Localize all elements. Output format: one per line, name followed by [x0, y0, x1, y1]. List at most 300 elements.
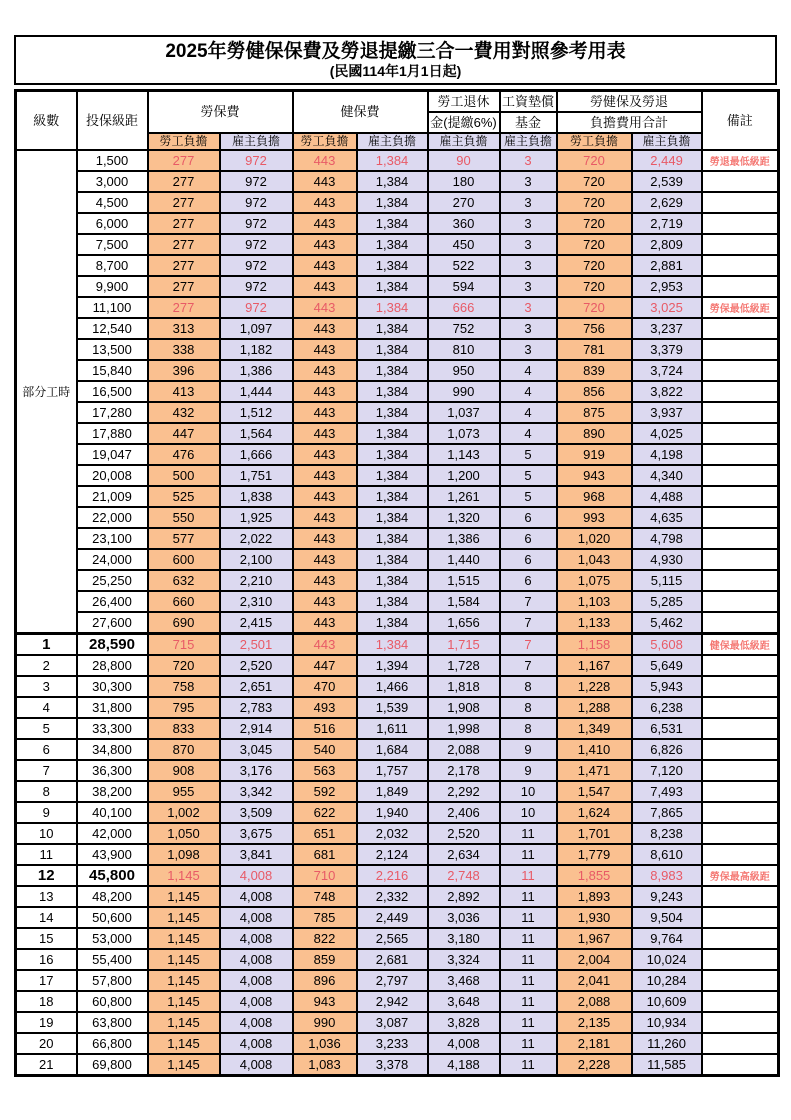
labor-employee-cell: 600	[148, 549, 220, 570]
health-employee-cell: 681	[293, 844, 357, 865]
health-employer-cell: 1,384	[357, 402, 428, 423]
total-employee-cell: 993	[557, 507, 632, 528]
pension-employer-cell: 990	[428, 381, 500, 402]
remark-cell	[702, 655, 779, 676]
col-header-wage-fund-line2: 基金	[500, 112, 557, 133]
health-employee-cell: 622	[293, 802, 357, 823]
labor-employee-cell: 1,145	[148, 928, 220, 949]
health-employee-cell: 443	[293, 360, 357, 381]
total-employee-cell: 1,410	[557, 739, 632, 760]
bracket-cell: 7,500	[77, 234, 148, 255]
health-employer-cell: 1,684	[357, 739, 428, 760]
health-employer-cell: 1,757	[357, 760, 428, 781]
bracket-cell: 11,100	[77, 297, 148, 318]
total-employee-cell: 856	[557, 381, 632, 402]
table-row	[16, 991, 779, 1012]
remark-cell	[702, 676, 779, 697]
wage-fund-employer-cell: 7	[500, 591, 557, 612]
table-row	[16, 591, 779, 612]
wage-fund-employer-cell: 11	[500, 907, 557, 928]
bracket-cell: 21,009	[77, 486, 148, 507]
pension-employer-cell: 1,515	[428, 570, 500, 591]
labor-employer-cell: 2,651	[220, 676, 293, 697]
total-employer-cell: 2,953	[632, 276, 702, 297]
total-employer-cell: 4,198	[632, 444, 702, 465]
labor-employer-cell: 3,509	[220, 802, 293, 823]
wage-fund-employer-cell: 9	[500, 760, 557, 781]
pension-employer-cell: 1,386	[428, 528, 500, 549]
wage-fund-employer-cell: 11	[500, 928, 557, 949]
pension-employer-cell: 4,008	[428, 1033, 500, 1054]
health-employer-cell: 1,384	[357, 486, 428, 507]
health-employer-cell: 1,611	[357, 718, 428, 739]
remark-cell	[702, 802, 779, 823]
wage-fund-employer-cell: 11	[500, 844, 557, 865]
level-cell: 1	[16, 634, 77, 656]
total-employee-cell: 720	[557, 234, 632, 255]
wage-fund-employer-cell: 3	[500, 192, 557, 213]
total-employee-cell: 720	[557, 276, 632, 297]
remark-cell	[702, 276, 779, 297]
health-employee-cell: 516	[293, 718, 357, 739]
remark-cell	[702, 991, 779, 1012]
bracket-cell: 20,008	[77, 465, 148, 486]
health-employee-cell: 540	[293, 739, 357, 760]
reference-sheet	[14, 35, 777, 1077]
total-employee-cell: 720	[557, 213, 632, 234]
health-employer-cell: 1,384	[357, 570, 428, 591]
table-row	[16, 234, 779, 255]
total-employer-cell: 8,238	[632, 823, 702, 844]
health-employee-cell: 443	[293, 339, 357, 360]
subheader-health-employee: 勞工負擔	[293, 133, 357, 150]
table-row	[16, 928, 779, 949]
wage-fund-employer-cell: 5	[500, 465, 557, 486]
wage-fund-employer-cell: 10	[500, 802, 557, 823]
level-cell: 12	[16, 865, 77, 886]
remark-cell	[702, 381, 779, 402]
remark-cell	[702, 697, 779, 718]
wage-fund-employer-cell: 3	[500, 234, 557, 255]
labor-employee-cell: 660	[148, 591, 220, 612]
table-row	[16, 318, 779, 339]
total-employee-cell: 1,547	[557, 781, 632, 802]
labor-employee-cell: 758	[148, 676, 220, 697]
subheader-pension-employer: 雇主負擔	[428, 133, 500, 150]
labor-employee-cell: 500	[148, 465, 220, 486]
total-employee-cell: 1,133	[557, 612, 632, 634]
total-employer-cell: 10,609	[632, 991, 702, 1012]
total-employer-cell: 2,881	[632, 255, 702, 276]
bracket-cell: 17,880	[77, 423, 148, 444]
health-employee-cell: 859	[293, 949, 357, 970]
total-employee-cell: 1,075	[557, 570, 632, 591]
labor-employer-cell: 972	[220, 150, 293, 171]
level-cell: 6	[16, 739, 77, 760]
pension-employer-cell: 1,073	[428, 423, 500, 444]
pension-employer-cell: 666	[428, 297, 500, 318]
table-row	[16, 381, 779, 402]
wage-fund-employer-cell: 11	[500, 886, 557, 907]
pension-employer-cell: 522	[428, 255, 500, 276]
health-employee-cell: 443	[293, 318, 357, 339]
pension-employer-cell: 450	[428, 234, 500, 255]
total-employee-cell: 890	[557, 423, 632, 444]
health-employer-cell: 1,384	[357, 634, 428, 656]
labor-employee-cell: 1,145	[148, 949, 220, 970]
pension-employer-cell: 752	[428, 318, 500, 339]
wage-fund-employer-cell: 11	[500, 1054, 557, 1076]
pension-employer-cell: 2,892	[428, 886, 500, 907]
pension-employer-cell: 2,520	[428, 823, 500, 844]
health-employer-cell: 1,384	[357, 318, 428, 339]
table-row	[16, 718, 779, 739]
bracket-cell: 60,800	[77, 991, 148, 1012]
health-employer-cell: 1,384	[357, 360, 428, 381]
labor-employer-cell: 2,310	[220, 591, 293, 612]
remark-cell	[702, 1012, 779, 1033]
health-employee-cell: 563	[293, 760, 357, 781]
table-row	[16, 802, 779, 823]
table-row	[16, 339, 779, 360]
health-employer-cell: 1,384	[357, 612, 428, 634]
subheader-health-employer: 雇主負擔	[357, 133, 428, 150]
table-row	[16, 781, 779, 802]
wage-fund-employer-cell: 6	[500, 507, 557, 528]
health-employee-cell: 822	[293, 928, 357, 949]
labor-employer-cell: 1,925	[220, 507, 293, 528]
pension-employer-cell: 810	[428, 339, 500, 360]
health-employee-cell: 990	[293, 1012, 357, 1033]
labor-employee-cell: 870	[148, 739, 220, 760]
table-row	[16, 465, 779, 486]
labor-employee-cell: 277	[148, 213, 220, 234]
wage-fund-employer-cell: 3	[500, 150, 557, 171]
health-employer-cell: 1,849	[357, 781, 428, 802]
col-header-health-insurance: 健保費	[293, 91, 428, 134]
bracket-cell: 43,900	[77, 844, 148, 865]
wage-fund-employer-cell: 11	[500, 1012, 557, 1033]
table-row	[16, 970, 779, 991]
bracket-cell: 28,590	[77, 634, 148, 656]
total-employer-cell: 2,449	[632, 150, 702, 171]
labor-employee-cell: 1,050	[148, 823, 220, 844]
bracket-cell: 15,840	[77, 360, 148, 381]
bracket-cell: 25,250	[77, 570, 148, 591]
labor-employer-cell: 972	[220, 255, 293, 276]
table-row	[16, 444, 779, 465]
bracket-cell: 36,300	[77, 760, 148, 781]
level-cell: 18	[16, 991, 77, 1012]
bracket-cell: 19,047	[77, 444, 148, 465]
bracket-cell: 38,200	[77, 781, 148, 802]
health-employer-cell: 1,384	[357, 171, 428, 192]
level-cell: 11	[16, 844, 77, 865]
health-employee-cell: 470	[293, 676, 357, 697]
remark-cell	[702, 192, 779, 213]
labor-employee-cell: 1,145	[148, 1012, 220, 1033]
bracket-cell: 57,800	[77, 970, 148, 991]
labor-employer-cell: 3,176	[220, 760, 293, 781]
total-employee-cell: 756	[557, 318, 632, 339]
health-employee-cell: 443	[293, 171, 357, 192]
health-employer-cell: 3,233	[357, 1033, 428, 1054]
total-employer-cell: 5,608	[632, 634, 702, 656]
level-cell: 5	[16, 718, 77, 739]
total-employer-cell: 5,115	[632, 570, 702, 591]
health-employer-cell: 2,124	[357, 844, 428, 865]
health-employee-cell: 443	[293, 234, 357, 255]
remark-cell	[702, 444, 779, 465]
wage-fund-employer-cell: 9	[500, 739, 557, 760]
labor-employer-cell: 2,100	[220, 549, 293, 570]
health-employee-cell: 896	[293, 970, 357, 991]
col-header-pension-line2: 金(提繳6%)	[428, 112, 500, 133]
health-employer-cell: 1,940	[357, 802, 428, 823]
labor-employer-cell: 4,008	[220, 886, 293, 907]
labor-employer-cell: 972	[220, 276, 293, 297]
subheader-labor-employee: 勞工負擔	[148, 133, 220, 150]
labor-employer-cell: 2,210	[220, 570, 293, 591]
pension-employer-cell: 2,088	[428, 739, 500, 760]
total-employer-cell: 2,719	[632, 213, 702, 234]
level-cell: 15	[16, 928, 77, 949]
health-employer-cell: 1,384	[357, 150, 428, 171]
bracket-cell: 12,540	[77, 318, 148, 339]
bracket-cell: 55,400	[77, 949, 148, 970]
labor-employee-cell: 338	[148, 339, 220, 360]
wage-fund-employer-cell: 3	[500, 255, 557, 276]
labor-employer-cell: 2,501	[220, 634, 293, 656]
wage-fund-employer-cell: 11	[500, 823, 557, 844]
labor-employer-cell: 1,512	[220, 402, 293, 423]
labor-employer-cell: 3,841	[220, 844, 293, 865]
table-row	[16, 171, 779, 192]
remark-cell	[702, 339, 779, 360]
remark-cell	[702, 402, 779, 423]
pension-employer-cell: 3,180	[428, 928, 500, 949]
labor-employee-cell: 1,145	[148, 1033, 220, 1054]
bracket-cell: 30,300	[77, 676, 148, 697]
labor-employee-cell: 277	[148, 171, 220, 192]
health-employer-cell: 2,797	[357, 970, 428, 991]
wage-fund-employer-cell: 7	[500, 634, 557, 656]
wage-fund-employer-cell: 3	[500, 213, 557, 234]
health-employee-cell: 443	[293, 612, 357, 634]
wage-fund-employer-cell: 11	[500, 1033, 557, 1054]
pension-employer-cell: 1,440	[428, 549, 500, 570]
total-employer-cell: 2,629	[632, 192, 702, 213]
level-cell: 9	[16, 802, 77, 823]
bracket-cell: 66,800	[77, 1033, 148, 1054]
remark-cell	[702, 549, 779, 570]
wage-fund-employer-cell: 6	[500, 528, 557, 549]
health-employer-cell: 1,384	[357, 381, 428, 402]
wage-fund-employer-cell: 10	[500, 781, 557, 802]
health-employer-cell: 2,216	[357, 865, 428, 886]
total-employee-cell: 720	[557, 171, 632, 192]
health-employer-cell: 1,539	[357, 697, 428, 718]
total-employee-cell: 1,158	[557, 634, 632, 656]
bracket-cell: 48,200	[77, 886, 148, 907]
labor-employee-cell: 1,002	[148, 802, 220, 823]
level-cell: 14	[16, 907, 77, 928]
bracket-cell: 63,800	[77, 1012, 148, 1033]
total-employee-cell: 1,471	[557, 760, 632, 781]
remark-cell: 勞保最低級距	[702, 297, 779, 318]
table-row	[16, 255, 779, 276]
remark-cell	[702, 360, 779, 381]
table-row	[16, 423, 779, 444]
health-employee-cell: 443	[293, 276, 357, 297]
col-header-labor-insurance: 勞保費	[148, 91, 293, 134]
remark-cell	[702, 528, 779, 549]
pension-employer-cell: 1,584	[428, 591, 500, 612]
health-employee-cell: 443	[293, 465, 357, 486]
total-employee-cell: 720	[557, 150, 632, 171]
page-title: 2025年勞健保保費及勞退提繳三合一費用對照參考用表	[165, 40, 626, 62]
remark-cell: 健保最低級距	[702, 634, 779, 656]
total-employer-cell: 11,585	[632, 1054, 702, 1076]
total-employee-cell: 2,181	[557, 1033, 632, 1054]
bracket-cell: 50,600	[77, 907, 148, 928]
total-employee-cell: 1,349	[557, 718, 632, 739]
total-employee-cell: 2,088	[557, 991, 632, 1012]
labor-employer-cell: 972	[220, 213, 293, 234]
health-employee-cell: 592	[293, 781, 357, 802]
health-employer-cell: 1,384	[357, 192, 428, 213]
labor-employer-cell: 1,751	[220, 465, 293, 486]
table-row	[16, 570, 779, 591]
remark-cell	[702, 171, 779, 192]
total-employee-cell: 1,624	[557, 802, 632, 823]
total-employer-cell: 3,237	[632, 318, 702, 339]
level-cell: 13	[16, 886, 77, 907]
remark-cell	[702, 570, 779, 591]
pension-employer-cell: 4,188	[428, 1054, 500, 1076]
bracket-cell: 40,100	[77, 802, 148, 823]
health-employee-cell: 443	[293, 507, 357, 528]
labor-employer-cell: 4,008	[220, 907, 293, 928]
health-employer-cell: 1,384	[357, 444, 428, 465]
total-employee-cell: 1,103	[557, 591, 632, 612]
table-row	[16, 844, 779, 865]
wage-fund-employer-cell: 11	[500, 970, 557, 991]
remark-cell	[702, 234, 779, 255]
labor-employer-cell: 2,783	[220, 697, 293, 718]
total-employer-cell: 5,285	[632, 591, 702, 612]
wage-fund-employer-cell: 3	[500, 318, 557, 339]
remark-cell	[702, 907, 779, 928]
bracket-cell: 27,600	[77, 612, 148, 634]
health-employee-cell: 710	[293, 865, 357, 886]
labor-employee-cell: 277	[148, 150, 220, 171]
wage-fund-employer-cell: 11	[500, 991, 557, 1012]
total-employee-cell: 1,893	[557, 886, 632, 907]
total-employer-cell: 7,865	[632, 802, 702, 823]
remark-cell	[702, 255, 779, 276]
health-employer-cell: 1,384	[357, 234, 428, 255]
labor-employer-cell: 4,008	[220, 991, 293, 1012]
labor-employer-cell: 4,008	[220, 1054, 293, 1076]
labor-employer-cell: 972	[220, 171, 293, 192]
total-employer-cell: 7,120	[632, 760, 702, 781]
pension-employer-cell: 2,406	[428, 802, 500, 823]
total-employee-cell: 839	[557, 360, 632, 381]
total-employer-cell: 8,983	[632, 865, 702, 886]
table-row	[16, 528, 779, 549]
health-employee-cell: 443	[293, 486, 357, 507]
total-employer-cell: 10,024	[632, 949, 702, 970]
bracket-cell: 26,400	[77, 591, 148, 612]
labor-employer-cell: 3,342	[220, 781, 293, 802]
bracket-cell: 17,280	[77, 402, 148, 423]
table-row	[16, 823, 779, 844]
labor-employee-cell: 795	[148, 697, 220, 718]
col-header-wage-fund-line1: 工資墊償	[500, 91, 557, 113]
pension-employer-cell: 1,818	[428, 676, 500, 697]
table-row	[16, 507, 779, 528]
health-employee-cell: 443	[293, 150, 357, 171]
pension-employer-cell: 3,468	[428, 970, 500, 991]
remark-cell	[702, 844, 779, 865]
health-employer-cell: 3,378	[357, 1054, 428, 1076]
total-employer-cell: 4,340	[632, 465, 702, 486]
col-header-remark: 備註	[702, 91, 779, 151]
remark-cell	[702, 781, 779, 802]
health-employee-cell: 443	[293, 213, 357, 234]
total-employer-cell: 2,539	[632, 171, 702, 192]
remark-cell	[702, 970, 779, 991]
labor-employee-cell: 833	[148, 718, 220, 739]
bracket-cell: 23,100	[77, 528, 148, 549]
labor-employee-cell: 447	[148, 423, 220, 444]
total-employee-cell: 1,288	[557, 697, 632, 718]
wage-fund-employer-cell: 7	[500, 612, 557, 634]
remark-cell	[702, 739, 779, 760]
total-employer-cell: 10,934	[632, 1012, 702, 1033]
labor-employee-cell: 955	[148, 781, 220, 802]
labor-employee-cell: 577	[148, 528, 220, 549]
total-employer-cell: 6,238	[632, 697, 702, 718]
labor-employer-cell: 1,838	[220, 486, 293, 507]
table-row	[16, 907, 779, 928]
table-row	[16, 150, 779, 171]
table-row	[16, 949, 779, 970]
bracket-cell: 1,500	[77, 150, 148, 171]
table-row	[16, 192, 779, 213]
labor-employer-cell: 3,045	[220, 739, 293, 760]
labor-employer-cell: 3,675	[220, 823, 293, 844]
bracket-cell: 33,300	[77, 718, 148, 739]
total-employee-cell: 720	[557, 297, 632, 318]
total-employee-cell: 2,041	[557, 970, 632, 991]
health-employer-cell: 1,384	[357, 549, 428, 570]
health-employer-cell: 2,332	[357, 886, 428, 907]
wage-fund-employer-cell: 8	[500, 676, 557, 697]
total-employee-cell: 1,967	[557, 928, 632, 949]
wage-fund-employer-cell: 6	[500, 570, 557, 591]
bracket-cell: 34,800	[77, 739, 148, 760]
total-employer-cell: 4,488	[632, 486, 702, 507]
pension-employer-cell: 2,292	[428, 781, 500, 802]
subheader-total-employee: 勞工負擔	[557, 133, 632, 150]
total-employer-cell: 3,379	[632, 339, 702, 360]
remark-cell	[702, 886, 779, 907]
bracket-cell: 53,000	[77, 928, 148, 949]
pension-employer-cell: 950	[428, 360, 500, 381]
total-employee-cell: 1,930	[557, 907, 632, 928]
